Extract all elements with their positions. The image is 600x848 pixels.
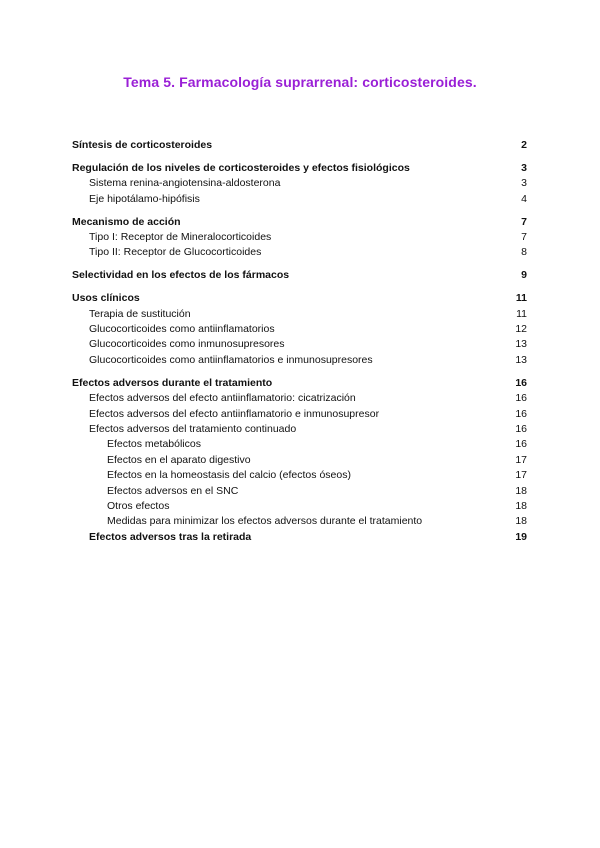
toc-entry-page: 16: [515, 392, 527, 405]
toc-entry[interactable]: [72, 453, 527, 468]
toc-entry[interactable]: [72, 215, 527, 230]
toc-entry-page: 9: [521, 269, 527, 282]
toc-entry[interactable]: [72, 192, 527, 207]
toc-entry-page: 11: [515, 292, 527, 305]
toc-entry[interactable]: [72, 468, 527, 483]
toc-entry-title: Eje hipotálamo-hipófisis: [89, 192, 200, 205]
toc-entry[interactable]: [72, 437, 527, 452]
toc-entry-title: Medidas para minimizar los efectos adversos durante el tratamiento: [107, 515, 423, 528]
toc-entry[interactable]: [72, 138, 527, 153]
toc-entry-page: 7: [521, 215, 527, 228]
toc-entry-title: Glucocorticoides como inmunosupresores: [89, 338, 285, 351]
toc-entry[interactable]: [72, 230, 527, 245]
document-title: Tema 5. Farmacología suprarrenal: corticosteroides.: [123, 74, 477, 90]
toc-entry[interactable]: [72, 530, 527, 545]
toc-entry-page: 16: [515, 376, 527, 389]
toc-entry[interactable]: [72, 353, 527, 368]
toc-entry-page: 18: [515, 500, 527, 513]
toc-entry-title: Efectos adversos del efecto antiinflamatorio: cicatrización: [89, 392, 356, 405]
toc-entry[interactable]: [72, 484, 527, 499]
toc-entry[interactable]: [72, 161, 527, 176]
toc-entry-title: Terapia de sustitución: [89, 307, 191, 320]
toc-entry-title: Regulación de los niveles de corticosteroides y efectos fisiológicos: [72, 161, 410, 174]
toc-entry[interactable]: [72, 391, 527, 406]
toc-entry-title: Efectos adversos en el SNC: [107, 484, 239, 497]
toc-entry[interactable]: [72, 245, 527, 260]
toc-entry-page: 7: [521, 231, 527, 244]
toc-entry-title: Efectos en el aparato digestivo: [107, 453, 251, 466]
toc-entry-title: Efectos metabólicos: [107, 438, 201, 451]
toc-entry-title: Síntesis de corticosteroides: [72, 139, 213, 151]
toc-entry[interactable]: [72, 322, 527, 337]
toc-entry-title: Tipo I: Receptor de Mineralocorticoides: [89, 231, 272, 244]
toc-entry-title: Tipo II: Receptor de Glucocorticoides: [89, 246, 262, 259]
toc-entry-title: Efectos adversos tras la retirada: [89, 530, 252, 543]
toc-entry-title: Efectos adversos del tratamiento continuado: [89, 423, 297, 435]
toc-entry-page: 16: [515, 423, 527, 435]
toc-entry-page: 2: [521, 139, 527, 151]
toc-entry-title: Sistema renina-angiotensina-aldosterona: [89, 177, 281, 190]
toc-entry[interactable]: [72, 268, 527, 283]
toc-entry[interactable]: [72, 376, 527, 391]
toc-entry-page: 13: [515, 353, 527, 366]
toc-entry-page: 17: [515, 469, 527, 482]
toc-entry[interactable]: [72, 422, 527, 437]
toc-entry-page: 13: [515, 338, 527, 351]
toc-entry[interactable]: [72, 337, 527, 352]
toc-entry[interactable]: [72, 514, 527, 529]
toc-entry-title: Mecanismo de acción: [72, 215, 181, 228]
toc-entry-title: Efectos en la homeostasis del calcio (efectos óseos): [107, 469, 351, 482]
toc-entry-page: 12: [515, 323, 527, 336]
toc-entry[interactable]: [72, 407, 527, 422]
toc-entry-page: 18: [515, 515, 527, 528]
toc-entry[interactable]: [72, 291, 527, 306]
toc-entry-page: 4: [521, 192, 527, 205]
toc-entry[interactable]: [72, 307, 527, 322]
toc-entry[interactable]: [72, 499, 527, 514]
toc-entry-title: Efectos adversos del efecto antiinflamatorio e inmunosupresor: [89, 407, 380, 420]
toc-entry-title: Usos clínicos: [72, 292, 140, 305]
toc-entry-title: Selectividad en los efectos de los fármacos: [72, 269, 290, 282]
table-of-contents: [72, 138, 527, 545]
toc-entry-title: Otros efectos: [107, 500, 170, 513]
toc-entry-page: 3: [521, 161, 527, 174]
toc-entry-page: 16: [515, 438, 527, 451]
toc-entry-page: 16: [515, 407, 527, 420]
toc-entry-title: Efectos adversos durante el tratamiento: [72, 376, 273, 389]
toc-entry[interactable]: [72, 176, 527, 191]
toc-entry-page: 3: [521, 177, 527, 190]
toc-entry-title: Glucocorticoides como antiinflamatorios: [89, 323, 275, 336]
toc-entry-page: 18: [515, 484, 527, 497]
toc-entry-page: 8: [521, 246, 527, 259]
toc-entry-page: 17: [515, 453, 527, 466]
toc-entry-title: Glucocorticoides como antiinflamatorios e inmunosupresores: [89, 353, 373, 366]
toc-entry-page: 19: [515, 530, 527, 543]
toc-entry-page: 11: [516, 307, 527, 320]
